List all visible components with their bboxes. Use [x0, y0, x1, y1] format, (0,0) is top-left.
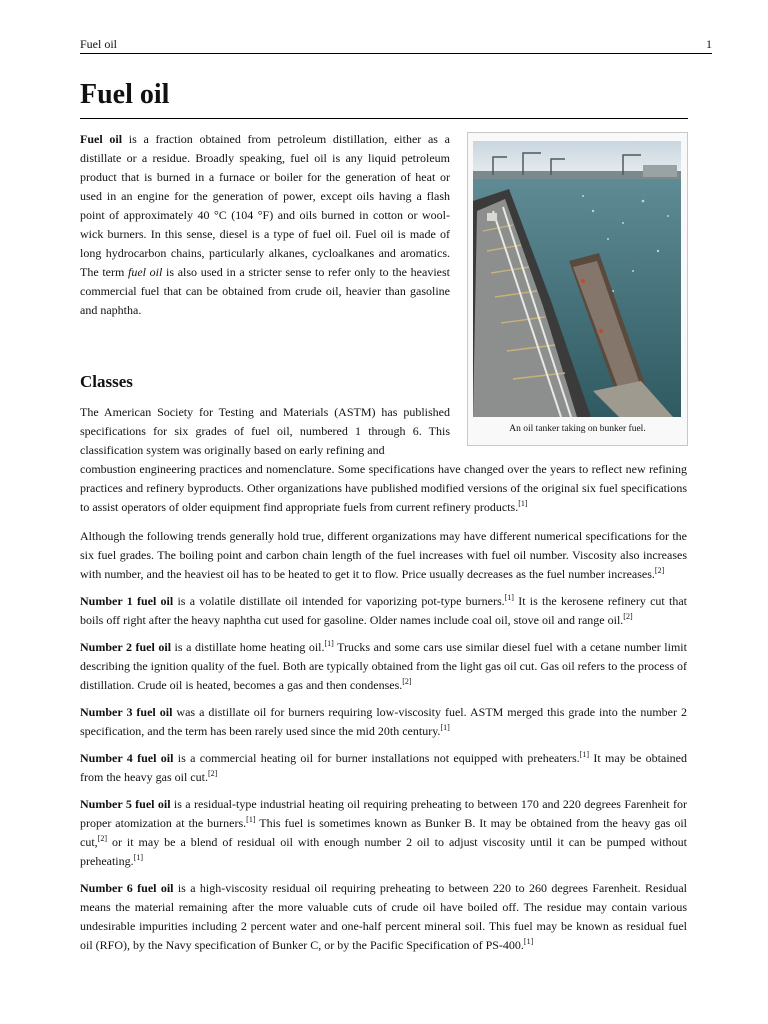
figure-caption: An oil tanker taking on bunker fuel. — [509, 424, 646, 434]
classes-paragraph-1a: The American Society for Testing and Materials (ASTM) has published specifications for six grades of fuel oil, numbered 1 through 6. This classification system was originally based on early refining and — [80, 405, 450, 457]
grade-paragraph-4 — [80, 749, 687, 787]
reference-link[interactable]: [1] — [133, 853, 143, 862]
running-header-title: Fuel oil — [80, 37, 118, 51]
grade-term: Number 4 fuel oil — [80, 751, 174, 765]
lead-term: Fuel oil — [80, 132, 123, 146]
reference-link[interactable]: [1] — [246, 815, 256, 824]
grade-paragraph-3 — [80, 703, 687, 741]
grade-term: Number 2 fuel oil — [80, 640, 172, 654]
grade-term: Number 6 fuel oil — [80, 881, 174, 895]
lead-italic-term: fuel oil — [128, 265, 163, 279]
running-header — [80, 36, 712, 54]
grade-paragraph-1 — [80, 592, 687, 630]
page-number: 1 — [706, 37, 712, 51]
grade-text: is a distillate home heating oil. — [171, 640, 325, 654]
grade-text: is a residual-type industrial heating oil requiring preheating to between 170 and 220 degrees Farenheit for proper atomization at the burners. — [80, 797, 687, 830]
classes-paragraph-2 — [80, 527, 687, 584]
grade-text: is a high-viscosity residual oil requiring preheating to between 220 to 260 degrees Farenheit. Residual means the material remaining after the more valuable cuts of crude oil have boiled off. The residue may contain various undesirable impurities including 2 percent water and one-half percent mineral soil. This fuel may be known as residual fuel oil (RFO), by the Navy specification of Bunker C, or by the Pacific Specification of PS-400. — [80, 881, 687, 952]
reference-link[interactable]: [1] — [324, 639, 334, 648]
section-heading-classes: Classes — [80, 372, 133, 391]
grade-term: Number 5 fuel oil — [80, 797, 171, 811]
grade-paragraph-5 — [80, 795, 687, 871]
grade-text: It may be obtained from the heavy gas oil cut. — [80, 751, 687, 784]
classes-paragraph-1b-text: combustion engineering practices and nomenclature. Some specifications have changed over the years to reflect new refining practices and refinery byproducts. Other organizations have published modified versions of the original six fuel specifications to assist operators of older equipment find appropriate fuels from current refinery products. — [80, 462, 687, 514]
title-rule — [80, 118, 688, 119]
lead-paragraph — [80, 130, 450, 320]
grade-text: is a volatile distillate oil intended for vaporizing pot-type burners. — [173, 594, 505, 608]
lead-text-2: is also used in a stricter sense to refer only to the heaviest commercial fuel that can be obtained from crude oil, heavier than gasoline and naphtha. — [80, 265, 450, 317]
reference-link[interactable]: [1] — [523, 937, 534, 946]
tanker-figure — [467, 132, 688, 446]
grade-paragraph-2 — [80, 638, 687, 695]
classes-paragraph-1b — [80, 460, 687, 517]
grade-text: was a distillate oil for burners requiring low-viscosity fuel. ASTM merged this grade into the number 2 specification, and the term has been rarely used since the mid 20th century. — [80, 705, 688, 738]
reference-link[interactable]: [2] — [207, 769, 218, 778]
grade-paragraph-6 — [80, 879, 687, 955]
lead-text-1: is a fraction obtained from petroleum distillation, either as a distillate or a residue. Broadly speaking, fuel oil is any liquid petroleum product that is burned in a furnace or boiler for the generation of heat or used in an engine for the generation of power, except oils having a flash point of approximately 40 °C (104 °F) and oils burned in cotton or wool-wick burners. In this sense, diesel is a type of fuel oil. Fuel oil is made of long hydrocarbon chains, particularly alkanes, cycloalkanes and aromatics. The term — [80, 132, 450, 279]
article-title: Fuel oil — [80, 79, 170, 110]
grade-text: is a commercial heating oil for burner installations not equipped with preheaters. — [173, 751, 580, 765]
reference-link[interactable]: [1] — [518, 499, 528, 508]
grade-text: This fuel is sometimes known as Bunker B. It may be obtained from the heavy gas oil cut, — [80, 816, 687, 849]
grade-term: Number 1 fuel oil — [80, 594, 174, 608]
reference-link[interactable]: [1] — [504, 593, 514, 602]
reference-link[interactable]: [1] — [440, 723, 450, 732]
reference-link[interactable]: [2] — [402, 677, 412, 686]
tanker-photo — [473, 141, 681, 417]
grade-text: It is the kerosene refinery cut that boils off right after the heavy naphtha cut used for gasoline. Older names include coal oil, stove oil and range oil. — [80, 594, 687, 627]
reference-link[interactable]: [1] — [579, 750, 590, 759]
grade-text: Trucks and some cars use similar diesel fuel with a cetane number limit describing the ignition quality of the fuel. Both are typically obtained from the light gas oil cut. Gas oil refers to the process of distillation. Crude oil is heated, becomes a gas and then condenses. — [80, 640, 687, 692]
reference-link[interactable]: [2] — [97, 834, 107, 843]
reference-link[interactable]: [2] — [623, 612, 633, 621]
grade-text: or it may be a blend of residual oil with enough number 2 oil to adjust viscosity until it can be pumped without preheating. — [80, 835, 687, 868]
reference-link[interactable]: [2] — [654, 566, 665, 575]
grades-section — [80, 527, 687, 963]
grade-term: Number 3 fuel oil — [80, 705, 173, 719]
classes-paragraph-2-text: Although the following trends generally hold true, different organizations may have different numerical specifications for the six fuel grades. The boiling point and carbon chain length of the fuel increases with fuel oil number. Viscosity also increases with number, and the heaviest oil has to be heated to get it to flow. Price usually decreases as the fuel number increases. — [80, 529, 687, 581]
